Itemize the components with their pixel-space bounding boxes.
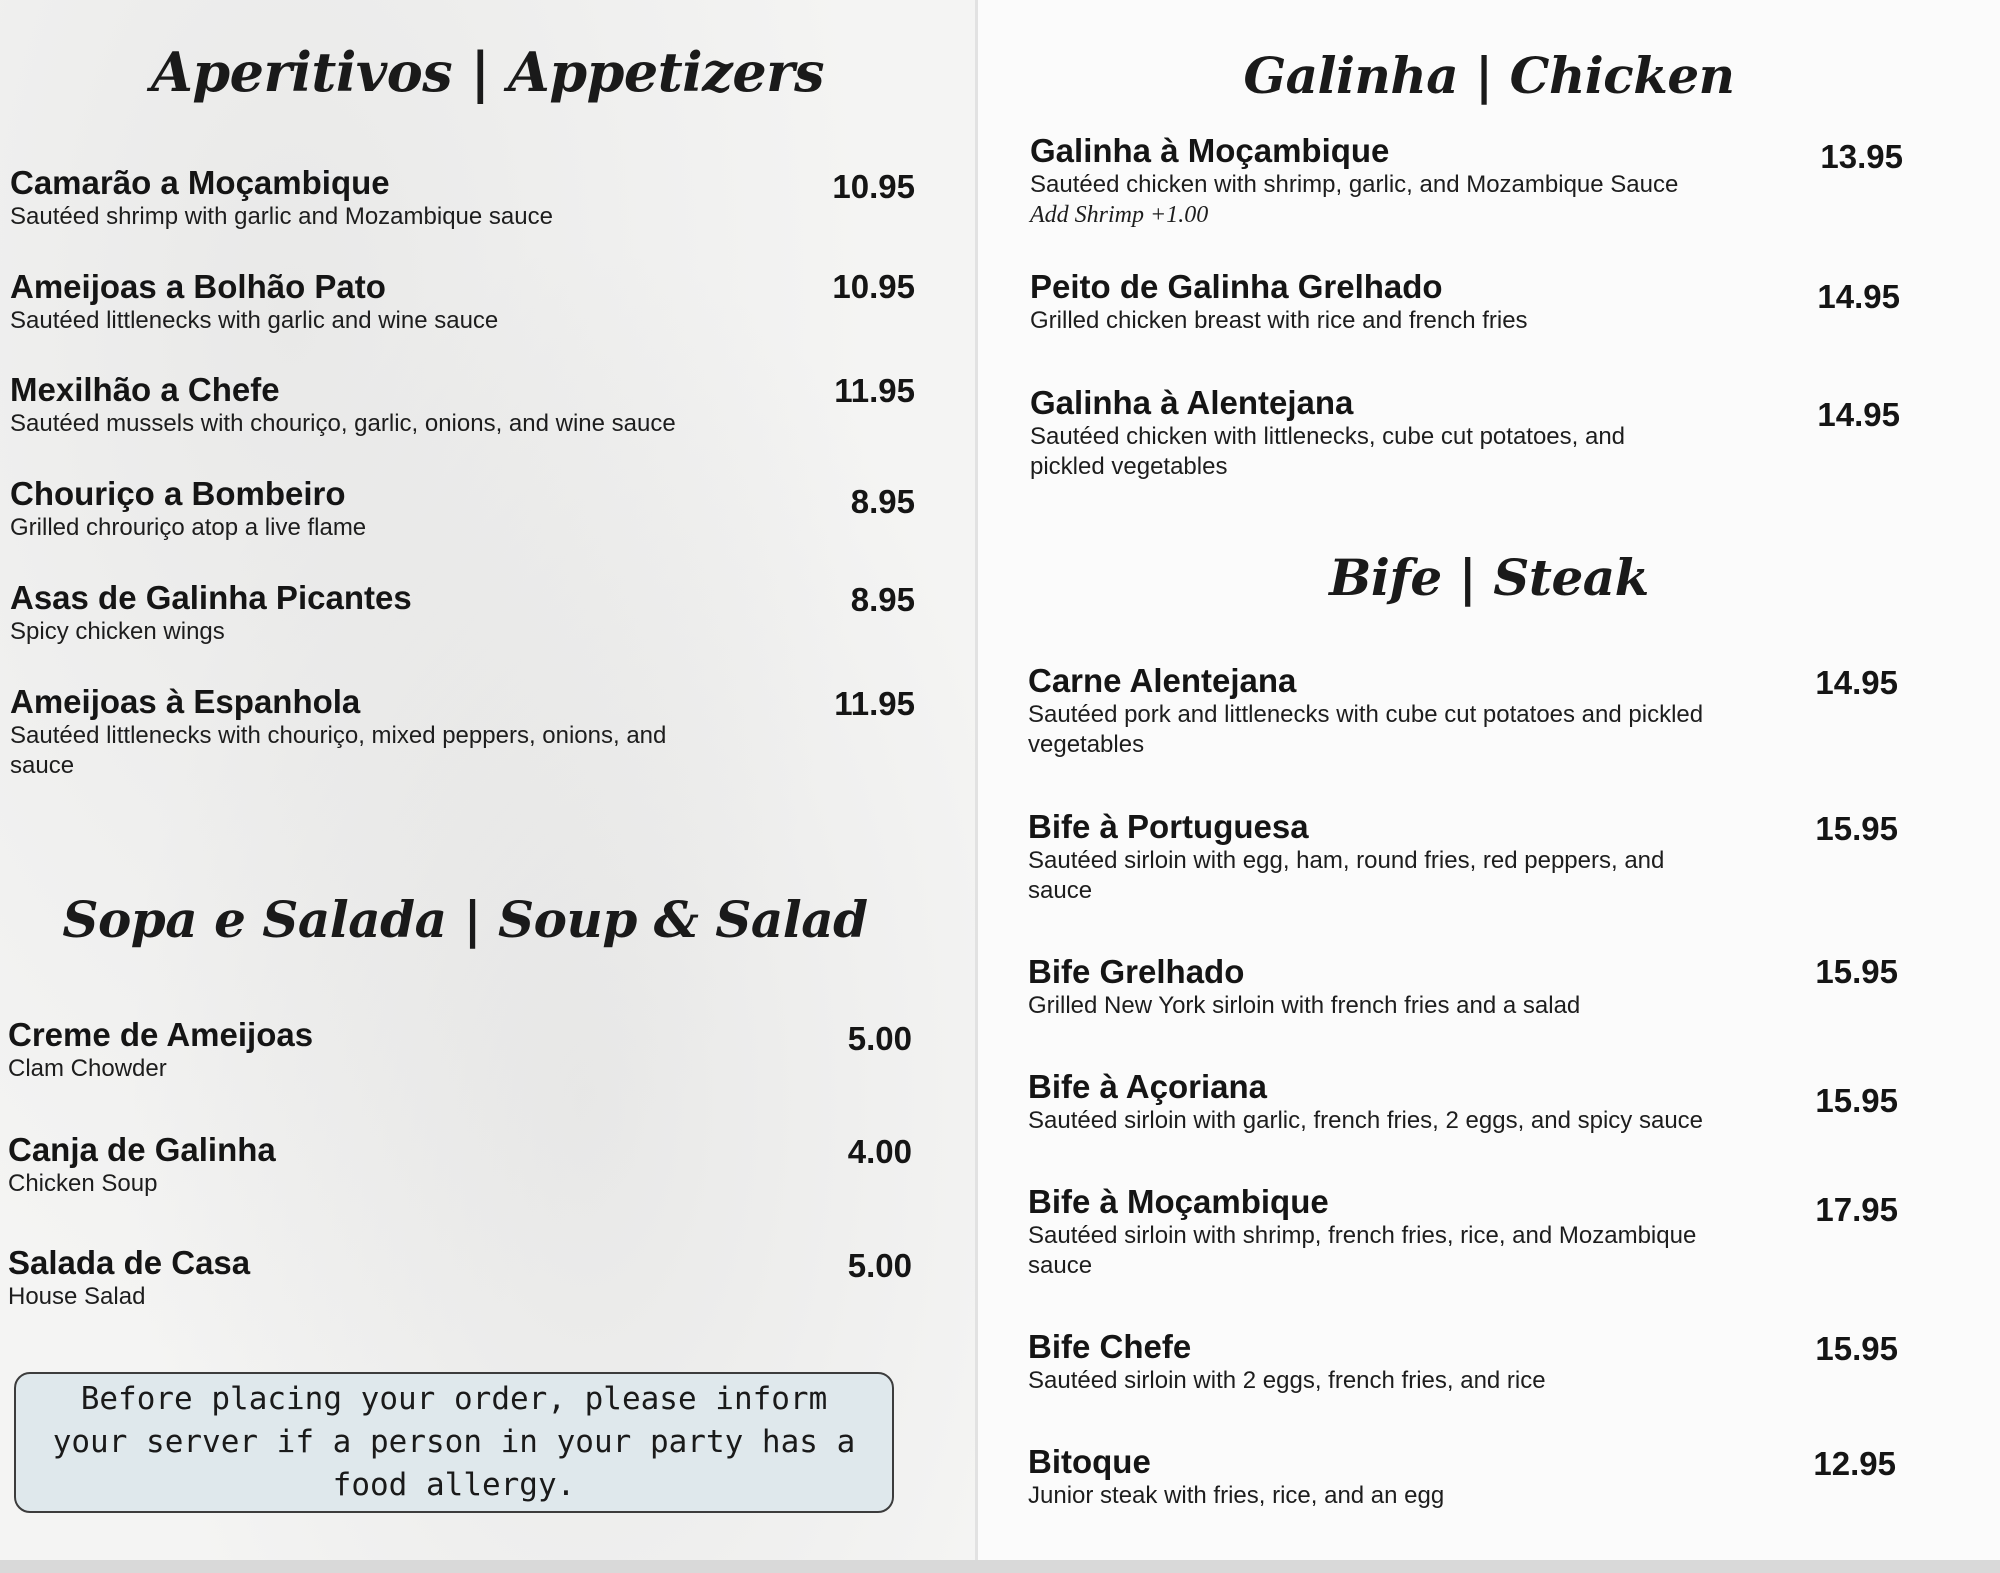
item-name: Ameijoas a Bolhão Pato: [10, 268, 386, 305]
item-addon: Add Shrimp +1.00: [1030, 202, 1209, 228]
item-price: 13.95: [1820, 138, 1903, 175]
left-menu-page: [0, 0, 975, 1573]
item-description: Sautéed sirloin with shrimp, french fries, rice, and Mozambique sauce: [1028, 1222, 1697, 1279]
menu-item-camarao-mocambique: [10, 164, 750, 232]
item-name: Asas de Galinha Picantes: [10, 579, 412, 616]
item-price: 10.95: [832, 168, 915, 205]
item-name: Galinha à Moçambique: [1030, 132, 1390, 169]
menu-item-bife-portuguesa: [1028, 808, 1728, 906]
menu-item-chourico-bombeiro: [10, 475, 750, 543]
item-description: Sautéed sirloin with 2 eggs, french fries, and rice: [1028, 1367, 1546, 1394]
item-name: Salada de Casa: [8, 1244, 251, 1281]
menu-item-bife-acoriana: [1028, 1068, 1728, 1136]
item-description: Sautéed shrimp with garlic and Mozambique sauce: [10, 203, 553, 230]
menu-item-galinha-alentejana: [1030, 384, 1680, 482]
item-name: Canja de Galinha: [8, 1131, 276, 1168]
item-description: Sautéed sirloin with garlic, french fries, 2 eggs, and spicy sauce: [1028, 1107, 1704, 1134]
menu-item-carne-alentejana: [1028, 662, 1728, 760]
item-description: Chicken Soup: [8, 1170, 158, 1197]
item-price: 14.95: [1817, 396, 1900, 433]
item-name: Chouriço a Bombeiro: [10, 475, 346, 512]
item-price: 8.95: [850, 483, 915, 520]
appetizers-title: Aperitivos | Appetizers: [150, 40, 825, 104]
item-name: Galinha à Alentejana: [1030, 384, 1354, 421]
item-price: 4.00: [847, 1133, 912, 1170]
item-description: Grilled New York sirloin with french fries and a salad: [1028, 992, 1581, 1019]
item-price: 10.95: [832, 268, 915, 305]
menu-item-canja-galinha: [8, 1131, 748, 1199]
item-price: 15.95: [1815, 953, 1898, 990]
scan-edge: [0, 1560, 2000, 1573]
item-name: Bitoque: [1028, 1443, 1151, 1480]
menu-item-mexilhao-chefe: [10, 371, 750, 439]
item-description: House Salad: [8, 1283, 146, 1310]
menu-item-ameijoas-bolhao-pato: [10, 268, 750, 336]
item-price: 15.95: [1815, 810, 1898, 847]
menu-item-bife-grelhado: [1028, 953, 1728, 1021]
item-price: 15.95: [1815, 1330, 1898, 1367]
item-description: Clam Chowder: [8, 1055, 167, 1082]
right-menu-page: [978, 0, 2000, 1573]
item-price: 14.95: [1817, 278, 1900, 315]
item-description: Grilled chrouriço atop a live flame: [10, 514, 367, 541]
steak-title: Bife | Steak: [1329, 548, 1649, 607]
item-description: Sautéed sirloin with egg, ham, round fries, red peppers, and sauce: [1028, 847, 1665, 904]
item-name: Bife à Portuguesa: [1028, 808, 1309, 845]
item-description: Junior steak with fries, rice, and an egg: [1028, 1482, 1445, 1509]
item-name: Bife Grelhado: [1028, 953, 1245, 990]
item-price: 15.95: [1815, 1082, 1898, 1119]
menu-item-galinha-mocambique: [1030, 132, 1710, 230]
soup-salad-title: Sopa e Salada | Soup & Salad: [62, 890, 868, 949]
allergy-notice: Before placing your order, please inform your server if a person in your party has a food allergy.: [14, 1372, 894, 1513]
item-name: Peito de Galinha Grelhado: [1030, 268, 1443, 305]
item-name: Bife Chefe: [1028, 1328, 1192, 1365]
menu-item-bife-mocambique: [1028, 1183, 1728, 1281]
item-description: Sautéed littlenecks with chouriço, mixed peppers, onions, and sauce: [10, 722, 667, 779]
item-price: 17.95: [1815, 1191, 1898, 1228]
item-description: Sautéed chicken with littlenecks, cube cut potatoes, and pickled vegetables: [1030, 423, 1626, 480]
item-price: 11.95: [834, 372, 915, 409]
item-description: Sautéed chicken with shrimp, garlic, and Mozambique Sauce: [1030, 171, 1679, 198]
item-name: Bife à Moçambique: [1028, 1183, 1329, 1220]
item-price: 5.00: [847, 1247, 912, 1284]
item-description: Sautéed mussels with chouriço, garlic, onions, and wine sauce: [10, 410, 676, 437]
menu-item-bife-chefe: [1028, 1328, 1728, 1396]
item-description: Sautéed pork and littlenecks with cube cut potatoes and pickled vegetables: [1028, 701, 1704, 758]
item-description: Spicy chicken wings: [10, 618, 225, 645]
item-name: Camarão a Moçambique: [10, 164, 390, 201]
item-price: 11.95: [834, 685, 915, 722]
item-price: 8.95: [850, 581, 915, 618]
menu-item-peito-galinha-grelhado: [1030, 268, 1710, 336]
item-description: Grilled chicken breast with rice and french fries: [1030, 307, 1528, 334]
menu-item-creme-ameijoas: [8, 1016, 748, 1084]
item-name: Bife à Açoriana: [1028, 1068, 1268, 1105]
menu-item-bitoque: [1028, 1443, 1728, 1511]
menu-item-asas-galinha-picantes: [10, 579, 750, 647]
item-name: Creme de Ameijoas: [8, 1016, 314, 1053]
item-price: 12.95: [1813, 1445, 1896, 1482]
item-name: Carne Alentejana: [1028, 662, 1297, 699]
item-description: Sautéed littlenecks with garlic and wine sauce: [10, 307, 499, 334]
chicken-title: Galinha | Chicken: [1243, 46, 1735, 105]
item-price: 14.95: [1815, 664, 1898, 701]
menu-item-salada-casa: [8, 1244, 748, 1312]
menu-item-ameijoas-espanhola: [10, 683, 730, 781]
item-name: Ameijoas à Espanhola: [10, 683, 361, 720]
item-name: Mexilhão a Chefe: [10, 371, 280, 408]
item-price: 5.00: [847, 1020, 912, 1057]
